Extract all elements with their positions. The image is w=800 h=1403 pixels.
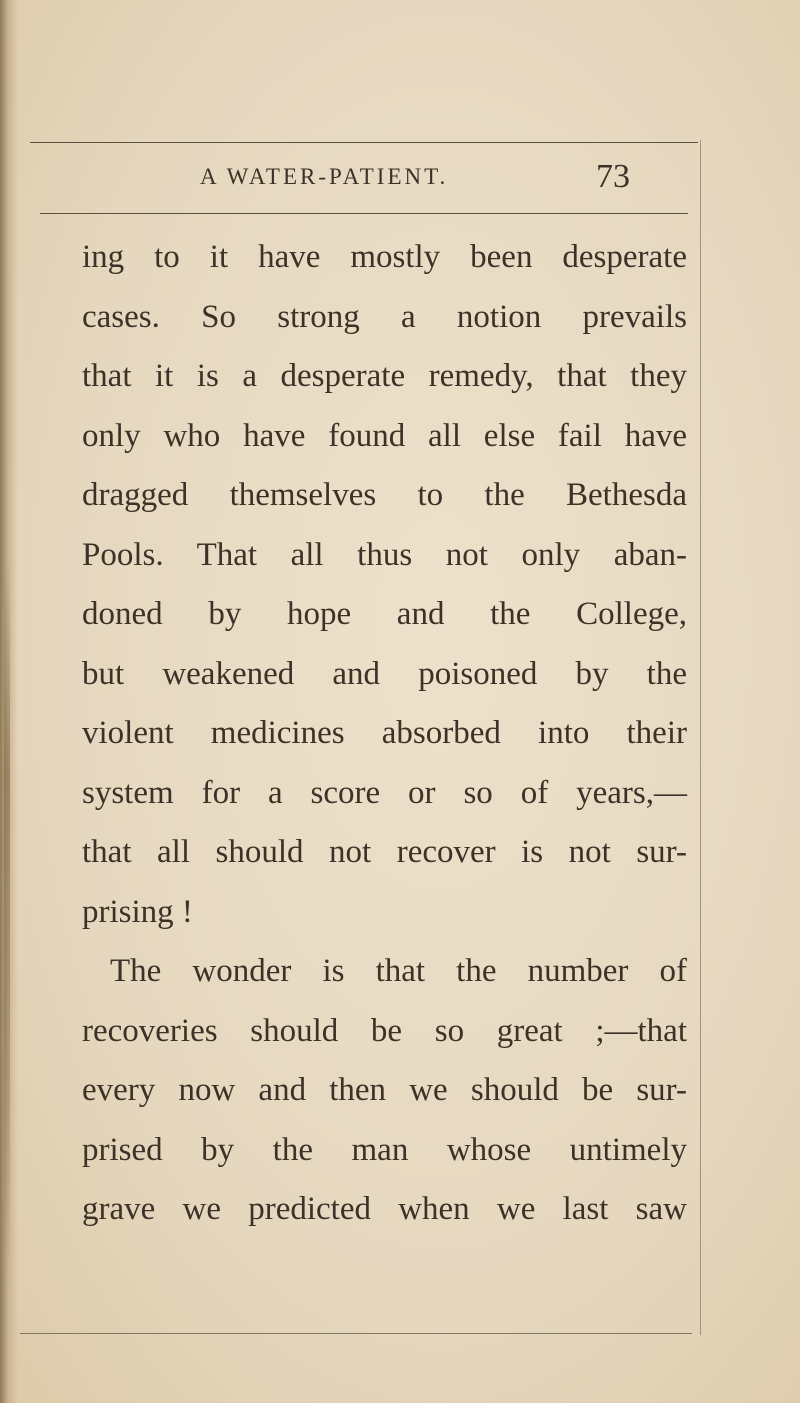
text-line: violent medicines absorbed into their bbox=[82, 715, 687, 751]
running-head bbox=[0, 158, 800, 198]
bottom-rule bbox=[20, 1333, 692, 1334]
text-line: doned by hope and the College, bbox=[82, 596, 687, 632]
text-line: recoveries should be so great ;—that bbox=[82, 1012, 687, 1049]
text-line: ing to it have mostly been desperate bbox=[82, 239, 687, 275]
running-head-title: A WATER-PATIENT. bbox=[200, 164, 449, 189]
text-line: prising ! bbox=[82, 893, 193, 930]
paragraph-start-line: The wonder is that the number of bbox=[110, 953, 687, 989]
text-line: Pools. That all thus not only aban- bbox=[82, 536, 687, 573]
text-line: cases. So strong a notion prevails bbox=[82, 298, 687, 335]
right-margin-line bbox=[700, 140, 701, 1335]
text-line: but weakened and poisoned by the bbox=[82, 655, 687, 692]
text-line: dragged themselves to the Bethesda bbox=[82, 477, 687, 513]
text-line: that it is a desperate remedy, that they bbox=[82, 358, 687, 394]
text-line: prised by the man whose untimely bbox=[82, 1131, 687, 1168]
text-line: system for a score or so of years,— bbox=[82, 774, 687, 811]
page-edge-stain bbox=[4, 560, 10, 1280]
page-number: 73 bbox=[596, 158, 630, 195]
text-line: only who have found all else fail have bbox=[82, 417, 687, 454]
header-rule bbox=[40, 213, 688, 214]
body-text bbox=[82, 228, 687, 1240]
text-line: grave we predicted when we last saw bbox=[82, 1191, 687, 1227]
text-line: that all should not recover is not sur- bbox=[82, 834, 687, 870]
top-rule bbox=[30, 142, 698, 143]
text-line: every now and then we should be sur- bbox=[82, 1072, 687, 1108]
